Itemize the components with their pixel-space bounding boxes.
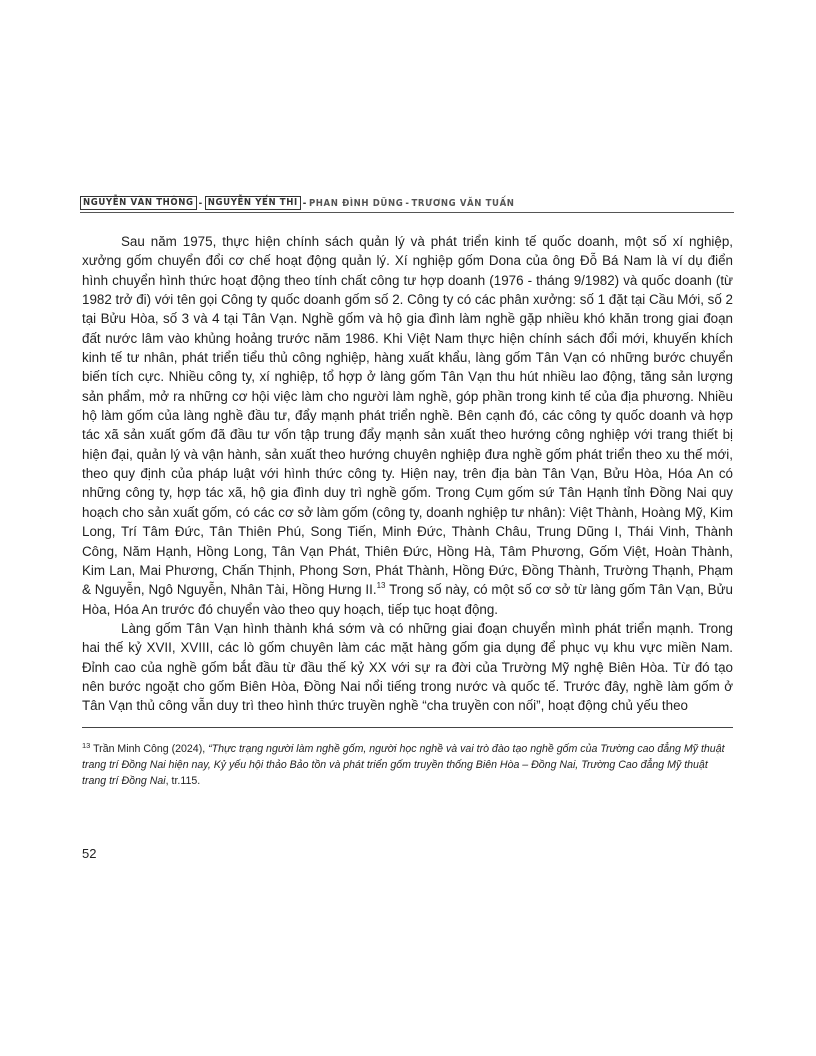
header-separator: -: [302, 197, 307, 209]
footnote-title: “Thực trạng người làm nghề gốm, người học nghề và vai trò đào tạo nghề gốm của Trường cao đẳng Mỹ thuật trang trí Đồng Nai hiện nay, Kỷ yếu hội thảo Bảo tồn và phát triển gốm truyền thống Biên Hòa – Đồng Nai, Trường Cao đẳng Mỹ thuật trang trí Đồng Nai: [82, 743, 725, 787]
main-text: [82, 232, 733, 716]
header-author-1: NGUYỄN VĂN THÔNG: [80, 196, 197, 210]
paragraph: [82, 619, 733, 716]
paragraph-text: Sau năm 1975, thực hiện chính sách quản lý và phát triển kinh tế quốc doanh, một số xí nghiệp, xưởng gốm chuyển đổi cơ chế hoạt động quản lý. Xí nghiệp gốm Dona của ông Đỗ Bá Nam là ví dụ điển hình chuyển hình thức hoạt động theo tính chất công tư hợp doanh (1976 - tháng 9/1982) và quốc doanh (từ 1982 trở đi) với tên gọi Công ty quốc doanh gốm số 2. Công ty có các phân xưởng: số 1 đặt tại Cầu Mới, số 2 tại Bửu Hòa, số 3 và 4 tại Tân Vạn. Nghề gốm và hộ gia đình làm nghề gặp nhiều khó khăn trong giai đoạn đất nước lâm vào khủng hoảng trước năm 1986. Khi Việt Nam thực hiện chính sách đổi mới, khuyến khích kinh tế tư nhân, phát triển tiểu thủ công nghiệp, hàng xuất khẩu, làng gốm Tân Vạn có những bước chuyển biến tích cực. Nhiều công ty, xí nghiệp, tổ hợp ở làng gốm Tân Vạn thu hút nhiều lao động, tăng sản lượng sản phẩm, mở ra những cơ hội việc làm cho người làm nghề, góp phần trong kinh tế của địa phương. Nhiều hộ làm gốm của làng nghề đầu tư, đẩy mạnh phát triển nghề. Bên cạnh đó, các công ty quốc doanh và hợp tác xã sản xuất gốm đã đầu tư vốn tập trung đẩy mạnh sản xuất theo hướng công nghiệp với trang thiết bị hiện đại, quản lý và vận hành, sản xuất theo hướng chuyên nghiệp đưa nghề gốm phát triển theo xu thế mới, theo quy định của pháp luật với hình thức công ty. Hiện nay, trên địa bàn Tân Vạn, Bửu Hòa, Hóa An có những công ty, hợp tác xã, hộ gia đình duy trì nghề gốm. Trong Cụm gốm sứ Tân Hạnh tỉnh Đồng Nai quy hoạch cho sản xuất gốm, có các cơ sở làm gốm (công ty, doanh nghiệp tư nhân): Việt Thành, Hoàng Mỹ, Kim Long, Trí Tâm Đức, Tân Thiên Phú, Song Tiến, Minh Đức, Thành Châu, Trung Dũng I, Thái Vinh, Thành Công, Năm Hạnh, Hồng Long, Tân Vạn Phát, Thiên Đức, Hồng Hà, Tâm Phương, Gốm Việt, Hoàn Thành, Kim Lan, Mai Phương, Chấn Thịnh, Phong Sơn, Phát Thành, Hồng Đức, Đồng Thành, Trường Thạnh, Phạm & Nguyễn, Ngô Nguyễn, Nhân Tài, Hồng Hưng II.: [82, 234, 733, 598]
footnote: [82, 741, 733, 789]
header-author-4: TRƯƠNG VĂN TUẤN: [411, 197, 515, 209]
header-separator: -: [405, 197, 410, 209]
footnote-number: 13: [82, 741, 91, 750]
header-author-2: NGUYỄN YẾN THI: [205, 196, 301, 210]
paragraph-text: Trong số này, có một số cơ sở từ làng gốm Tân Vạn, Bửu Hòa, Hóa An trước đó chuyển vào theo quy hoạch, tiếp tục hoạt động.: [82, 582, 733, 617]
paragraph-text: Làng gốm Tân Vạn hình thành khá sớm và có những giai đoạn chuyển mình phát triển mạnh. Trong hai thế kỷ XVII, XVIII, các lò gốm chuyên làm các mặt hàng gốm gia dụng để phục vụ khu vực miền Nam. Đỉnh cao của nghề gốm bắt đầu từ đầu thế kỷ XX với sự ra đời của Trường Mỹ nghệ Biên Hòa. Từ đó tạo nên bước ngoặt cho gốm Biên Hòa, Đồng Nai nổi tiếng trong nước và quốc tế. Trước đây, nghề làm gốm ở Tân Vạn thủ công vẫn duy trì theo hình thức truyền nghề “cha truyền con nối”, hoạt động chủ yếu theo: [82, 620, 733, 714]
header-divider: [80, 212, 734, 213]
footnote-reference[interactable]: 13: [376, 581, 386, 591]
header-author-3: PHAN ĐÌNH DŨNG: [308, 197, 404, 209]
running-header: [80, 194, 734, 212]
page-number: 52: [82, 846, 97, 861]
paragraph: [82, 232, 733, 619]
header-separator: -: [198, 197, 203, 209]
footnote-pages: , tr.115.: [165, 775, 201, 787]
footnote-author: Trần Minh Công (2024),: [90, 743, 209, 755]
footnote-divider: [82, 727, 733, 728]
